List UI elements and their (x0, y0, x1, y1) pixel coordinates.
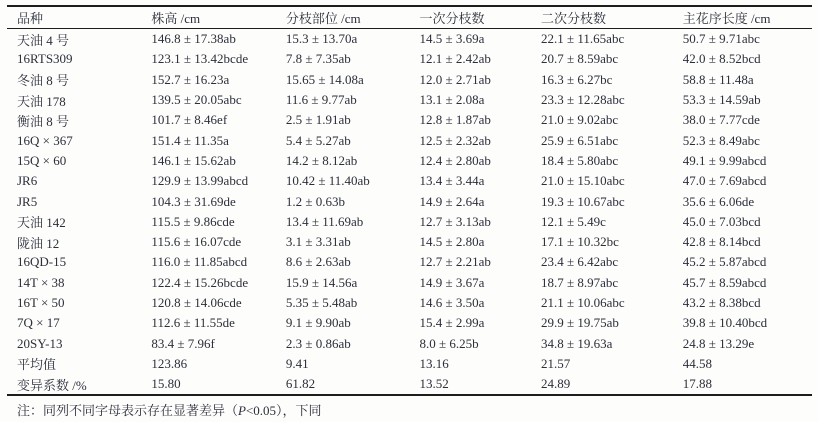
table-row (7, 354, 812, 374)
table-row (7, 374, 812, 395)
trait-value-cell: 12.0 ± 2.71ab (419, 71, 491, 87)
column-header-variety: 品种 (7, 6, 141, 29)
trait-value-cell: 21.57 (541, 355, 571, 371)
table-row (7, 29, 812, 50)
trait-value-cell: 21.1 ± 10.06abc (541, 295, 625, 310)
trait-value-cell: 47.0 ± 7.69abcd (682, 173, 767, 189)
trait-value-cell: 42.8 ± 8.14bcd (682, 234, 761, 250)
trait-value-cell: 16.3 ± 6.27bc (541, 71, 613, 87)
trait-value-cell: 25.9 ± 6.51abc (541, 132, 619, 148)
trait-value-cell: 152.7 ± 16.23a (151, 71, 230, 87)
trait-value-cell: 42.0 ± 8.52bcd (682, 51, 761, 67)
variety-name-cell: 变异系数 /% (17, 377, 87, 393)
column-header-branch-position: 分枝部位 /cm (276, 6, 410, 29)
trait-value-cell: 12.8 ± 1.87ab (419, 112, 491, 128)
column-header-plant-height: 株高 /cm (141, 6, 275, 29)
trait-value-cell: 12.1 ± 5.49c (541, 213, 606, 229)
trait-value-cell: 15.9 ± 14.56a (285, 274, 358, 290)
table-row (7, 171, 812, 191)
variety-name-cell: 14T × 38 (17, 274, 65, 290)
trait-value-cell: 18.4 ± 5.80abc (541, 152, 619, 168)
variety-name-cell: 平均值 (17, 357, 57, 373)
trait-value-cell: 112.6 ± 11.55de (151, 315, 235, 331)
trait-value-cell: 14.5 ± 3.69a (419, 31, 485, 47)
trait-value-cell: 18.7 ± 8.97abc (541, 274, 619, 290)
trait-value-cell: 43.2 ± 8.38bcd (682, 295, 761, 310)
trait-value-cell: 8.0 ± 6.25b (419, 335, 479, 351)
trait-value-cell: 38.0 ± 7.77cde (682, 112, 760, 128)
trait-value-cell: 53.3 ± 14.59ab (682, 92, 761, 108)
variety-name-cell: 16RTS309 (17, 51, 73, 67)
trait-value-cell: 44.58 (682, 355, 712, 371)
trait-value-cell: 14.5 ± 2.80a (419, 234, 485, 250)
trait-value-cell: 13.1 ± 2.08a (419, 92, 485, 108)
trait-value-cell: 45.2 ± 5.87abcd (682, 254, 767, 270)
trait-value-cell: 14.9 ± 3.67a (419, 274, 485, 290)
trait-value-cell: 45.7 ± 8.59abcd (682, 274, 767, 290)
trait-value-cell: 5.35 ± 5.48ab (285, 295, 358, 310)
trait-value-cell: 1.2 ± 0.63b (285, 193, 345, 209)
trait-value-cell: 146.8 ± 17.38ab (151, 31, 236, 47)
variety-name-cell: 天油 4 号 (17, 32, 70, 48)
variety-name-cell: 16T × 50 (17, 295, 65, 310)
trait-value-cell: 17.1 ± 10.32bc (541, 234, 619, 250)
table-row (7, 110, 812, 130)
trait-value-cell: 50.7 ± 9.71abc (682, 31, 760, 47)
table-row (7, 293, 812, 313)
variety-name-cell: JR6 (17, 173, 38, 189)
trait-value-cell: 29.9 ± 19.75ab (541, 315, 619, 331)
trait-value-cell: 101.7 ± 8.46ef (151, 112, 228, 128)
column-header-primary-branches: 一次分枝数 (409, 6, 531, 29)
trait-value-cell: 12.4 ± 2.80ab (419, 152, 491, 168)
trait-value-cell: 2.3 ± 0.86ab (285, 335, 351, 351)
variety-name-cell: 16Q × 367 (17, 132, 73, 148)
variety-name-cell: 冬油 8 号 (17, 73, 70, 89)
table-row (7, 232, 812, 252)
trait-value-cell: 61.82 (285, 376, 316, 392)
trait-value-cell: 2.5 ± 1.91ab (285, 112, 351, 128)
variety-name-cell: 7Q × 17 (17, 315, 60, 331)
trait-value-cell: 20.7 ± 8.59abc (541, 51, 619, 67)
trait-value-cell: 13.4 ± 11.69ab (285, 213, 364, 229)
table-footnote (7, 400, 812, 419)
variety-trait-table (7, 5, 812, 396)
trait-value-cell: 52.3 ± 8.49abc (682, 132, 760, 148)
variety-name-cell: 衡油 8 号 (17, 113, 70, 129)
trait-value-cell: 39.8 ± 10.40bcd (682, 315, 768, 331)
table-row (7, 191, 812, 211)
table-row (7, 90, 812, 110)
variety-name-cell: 天油 142 (17, 215, 66, 231)
trait-value-cell: 19.3 ± 10.67abc (541, 193, 625, 209)
trait-value-cell: 9.1 ± 9.90ab (285, 315, 351, 331)
trait-value-cell: 15.4 ± 2.99a (419, 315, 485, 331)
trait-value-cell: 122.4 ± 15.26bcde (151, 274, 249, 290)
header-row (7, 6, 812, 29)
trait-value-cell: 151.4 ± 11.35a (151, 132, 229, 148)
trait-value-cell: 7.8 ± 7.35ab (285, 51, 351, 67)
trait-value-cell: 123.86 (151, 355, 188, 371)
trait-value-cell: 9.41 (285, 355, 309, 371)
trait-value-cell: 83.4 ± 7.96f (151, 335, 215, 351)
trait-value-cell: 13.4 ± 3.44a (419, 173, 485, 189)
trait-value-cell: 104.3 ± 31.69de (151, 193, 236, 209)
trait-value-cell: 24.89 (541, 376, 571, 392)
trait-value-cell: 35.6 ± 6.06de (682, 193, 755, 209)
table-row (7, 49, 812, 69)
variety-name-cell: 16QD-15 (17, 254, 67, 270)
variety-name-cell: 15Q × 60 (17, 152, 67, 168)
table-row (7, 130, 812, 150)
table-row (7, 313, 812, 333)
table-row (7, 252, 812, 272)
footnote-text-prefix: 注：同列不同字母表示存在显著差异（ (17, 403, 239, 419)
table-row (7, 212, 812, 232)
trait-value-cell: 139.5 ± 20.05abc (151, 92, 242, 108)
trait-value-cell: 15.65 ± 14.08a (285, 71, 364, 87)
trait-value-cell: 14.9 ± 2.64a (419, 193, 485, 209)
table-row (7, 70, 812, 90)
trait-value-cell: 12.1 ± 2.42ab (419, 51, 491, 67)
column-header-inflorescence-length: 主花序长度 /cm (673, 6, 812, 29)
table-row (7, 151, 812, 171)
trait-value-cell: 129.9 ± 13.99abcd (151, 173, 249, 189)
trait-value-cell: 14.2 ± 8.12ab (285, 152, 358, 168)
trait-value-cell: 23.4 ± 6.42abc (541, 254, 619, 270)
trait-value-cell: 34.8 ± 19.63a (541, 335, 613, 351)
trait-value-cell: 17.88 (682, 376, 712, 392)
trait-value-cell: 115.5 ± 9.86cde (151, 213, 235, 229)
trait-value-cell: 21.0 ± 9.02abc (541, 112, 619, 128)
trait-value-cell: 12.7 ± 3.13ab (419, 213, 491, 229)
variety-name-cell: 20SY-13 (17, 335, 63, 351)
trait-value-cell: 24.8 ± 13.29e (682, 335, 755, 351)
variety-name-cell: 陇油 12 (17, 235, 60, 251)
trait-value-cell: 45.0 ± 7.03bcd (682, 213, 761, 229)
trait-value-cell: 15.80 (151, 376, 181, 392)
table-row (7, 273, 812, 293)
trait-value-cell: 123.1 ± 13.42bcde (151, 51, 249, 67)
trait-value-cell: 23.3 ± 12.28abc (541, 92, 625, 108)
footnote-text-suffix: <0.05），下同 (245, 403, 322, 419)
trait-value-cell: 3.1 ± 3.31ab (285, 234, 351, 250)
trait-value-cell: 14.6 ± 3.50a (419, 295, 485, 310)
trait-value-cell: 13.16 (419, 355, 449, 371)
variety-name-cell: 天油 178 (17, 93, 66, 109)
trait-value-cell: 11.6 ± 9.77ab (285, 92, 357, 108)
trait-value-cell: 146.1 ± 15.62ab (151, 152, 236, 168)
trait-value-cell: 58.8 ± 11.48a (682, 71, 754, 87)
trait-value-cell: 13.52 (419, 376, 449, 392)
table-row (7, 333, 812, 353)
trait-value-cell: 49.1 ± 9.99abcd (682, 152, 767, 168)
trait-value-cell: 15.3 ± 13.70a (285, 31, 358, 47)
trait-value-cell: 116.0 ± 11.85abcd (151, 254, 248, 270)
footnote-p-symbol: P (238, 403, 246, 419)
variety-name-cell: JR5 (17, 193, 38, 209)
trait-value-cell: 8.6 ± 2.63ab (285, 254, 351, 270)
trait-value-cell: 115.6 ± 16.07cde (151, 234, 242, 250)
trait-value-cell: 12.5 ± 2.32ab (419, 132, 491, 148)
trait-value-cell: 5.4 ± 5.27ab (285, 132, 351, 148)
trait-value-cell: 10.42 ± 11.40ab (285, 173, 370, 189)
trait-value-cell: 21.0 ± 15.10abc (541, 173, 625, 189)
trait-value-cell: 22.1 ± 11.65abc (541, 31, 625, 47)
column-header-secondary-branches: 二次分枝数 (531, 6, 673, 29)
trait-value-cell: 120.8 ± 14.06cde (151, 295, 242, 310)
trait-value-cell: 12.7 ± 2.21ab (419, 254, 491, 270)
